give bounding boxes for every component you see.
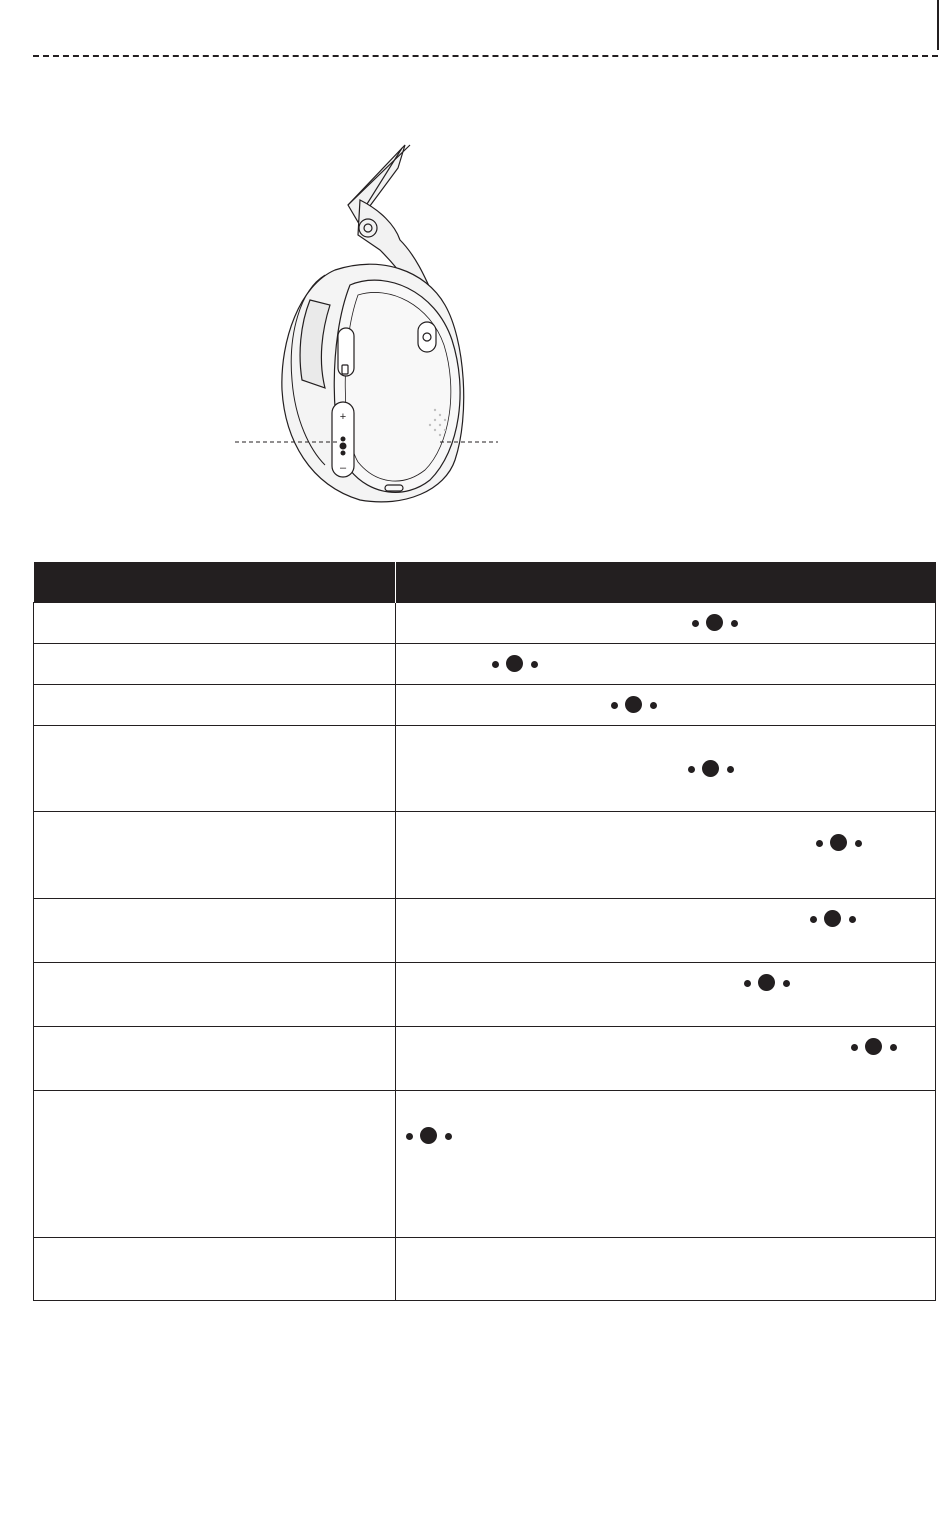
table-row xyxy=(34,1238,936,1301)
table-header-cell-1 xyxy=(34,562,396,603)
table-cell-function xyxy=(34,899,396,963)
multi-function-button-icon xyxy=(492,653,538,675)
table-cell-function xyxy=(34,726,396,812)
section-divider xyxy=(33,55,938,57)
multi-function-button-icon xyxy=(611,694,657,716)
table-cell-action xyxy=(396,812,936,899)
multi-function-button-icon xyxy=(851,1036,897,1058)
table-cell-action xyxy=(396,899,936,963)
table-cell-function xyxy=(34,1238,396,1301)
table-row xyxy=(34,1091,936,1238)
multi-function-button-icon xyxy=(692,612,738,634)
table-row xyxy=(34,963,936,1027)
table-row xyxy=(34,603,936,644)
table-cell-function xyxy=(34,1091,396,1238)
table-header-cell-2 xyxy=(396,562,936,603)
table-cell-function xyxy=(34,1027,396,1091)
table-cell-action xyxy=(396,644,936,685)
table-cell-action xyxy=(396,1238,936,1301)
top-right-rule xyxy=(937,0,939,50)
table-cell-function xyxy=(34,603,396,644)
table-cell-action xyxy=(396,963,936,1027)
table-cell-function xyxy=(34,685,396,726)
functions-table xyxy=(33,562,936,1301)
table-cell-action xyxy=(396,1027,936,1091)
table-row xyxy=(34,1027,936,1091)
volume-up-label: + xyxy=(339,411,347,423)
table-cell-action xyxy=(396,726,936,812)
table-cell-function xyxy=(34,963,396,1027)
multi-function-button-icon xyxy=(810,908,856,930)
table-cell-action xyxy=(396,685,936,726)
volume-down-label: – xyxy=(339,462,347,474)
multi-function-button-icon xyxy=(688,758,734,780)
headphones-earcup-illustration xyxy=(230,140,505,510)
multi-function-button-icon xyxy=(406,1125,452,1147)
multi-function-button-icon xyxy=(816,832,862,854)
table-cell-action xyxy=(396,603,936,644)
table-cell-action xyxy=(396,1091,936,1238)
table-row xyxy=(34,685,936,726)
table-row xyxy=(34,899,936,963)
table-row xyxy=(34,644,936,685)
table-cell-function xyxy=(34,644,396,685)
table-row xyxy=(34,726,936,812)
table-cell-function xyxy=(34,812,396,899)
table-header-row xyxy=(34,562,936,603)
multi-function-button-icon xyxy=(744,972,790,994)
table-row xyxy=(34,812,936,899)
